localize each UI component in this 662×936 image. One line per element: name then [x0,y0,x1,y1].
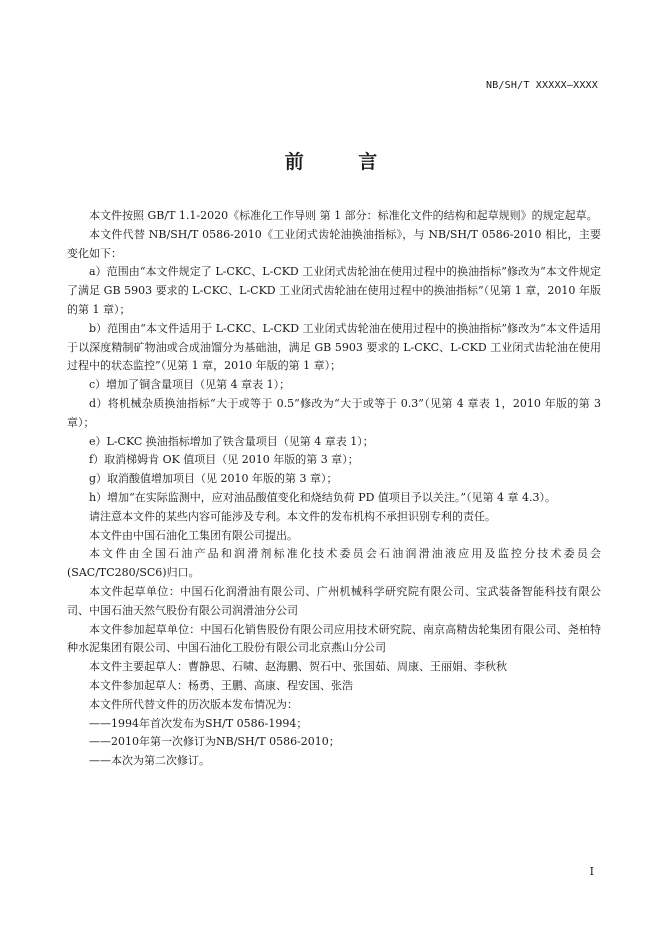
change-item-a: a）范围由“本文件规定了 L-CKC、L-CKD 工业闭式齿轮油在使用过程中的换油指标”修改为“本文件规定了满足 GB 5903 要求的 L-CKC、L-CKD 工业闭式齿轮油在使用过程中的换油指标”（见第 1 章，2010 年版的第 1 章）； [67,265,601,316]
standard-code-header: NB/SH/T XXXXX—XXXX [486,80,598,91]
drafting-units: 本文件起草单位：中国石化润滑油有限公司、广州机械科学研究院有限公司、宝武装备智能科技有限公司、中国石油天然气股份有限公司润滑油分公司 [67,584,601,617]
change-item-e: e）L-CKC 换油指标增加了铁含量项目（见第 4 章表 1）； [89,434,374,448]
change-item-h: h）增加“在实际监测中，应对油品酸值变化和烧结负荷 PD 值项目予以关注。”（见第 4 章 4.3）。 [89,490,557,504]
committee-statement: 本文件由全国石油产品和润滑剂标准化技术委员会石油润滑油液应用及监控分技术委员会(SAC/TC280/SC6)归口。 [67,547,601,580]
change-item-c: c）增加了铜含量项目（见第 4 章表 1）； [89,378,291,392]
paragraph-replacement: 本文件代替 NB/SH/T 0586-2010《工业闭式齿轮油换油指标》，与 NB/SH/T 0586-2010 相比，主要变化如下： [67,227,601,260]
foreword-body [67,207,601,771]
participating-units: 本文件参加起草单位：中国石化销售股份有限公司应用技术研究院、南京高精齿轮集团有限公司、尧柏特种水泥集团有限公司、中国石油化工股份有限公司北京燕山分公司 [67,622,601,655]
history-item: ——1994年首次发布为SH/T 0586-1994； [89,716,308,730]
patent-notice: 请注意本文件的某些内容可能涉及专利。本文件的发布机构不承担识别专利的责任。 [89,509,496,523]
paragraph-basis: 本文件按照 GB/T 1.1-2020《标准化工作导则 第 1 部分：标准化文件的结构和起草规则》的规定起草。 [89,209,598,222]
change-item-g: g）取消酸值增加项目（见 2010 年版的第 3 章）； [89,472,338,486]
history-item: ——2010年第一次修订为NB/SH/T 0586-2010； [89,735,340,749]
change-item-f: f）取消梯姆肯 OK 值项目（见 2010 年版的第 3 章）； [89,453,359,467]
page-number: I [589,865,594,878]
change-item-d: d）将机械杂质换油指标“大于或等于 0.5”修改为“大于或等于 0.3”（见第 4 章表 1，2010 年版的第 3 章）； [67,396,601,429]
participating-drafters: 本文件参加起草人：杨勇、王鹏、高康、程安国、张浩 [89,678,353,692]
main-drafters: 本文件主要起草人：曹静思、石啸、赵海鹏、贺石中、张国茹、周康、王丽娟、李秋秋 [89,660,507,674]
change-item-b: b）范围由“本文件适用于 L-CKC、L-CKD 工业闭式齿轮油在使用过程中的换油指标”修改为“本文件适用于以深度精制矿物油或合成油馏分为基础油，满足 GB 5903 要求的 L-CKC、L-CKD 工业闭式齿轮油在使用过程中的状态监控”（见第 1 章，2010 年版的第 1 章）； [67,321,601,373]
page-title: 前 言 [284,151,402,173]
proposer-statement: 本文件由中国石油化工集团有限公司提出。 [89,528,298,542]
history-intro: 本文件所代替文件的历次版本发布情况为： [89,697,298,711]
history-item: ——本次为第二次修订。 [89,754,210,768]
